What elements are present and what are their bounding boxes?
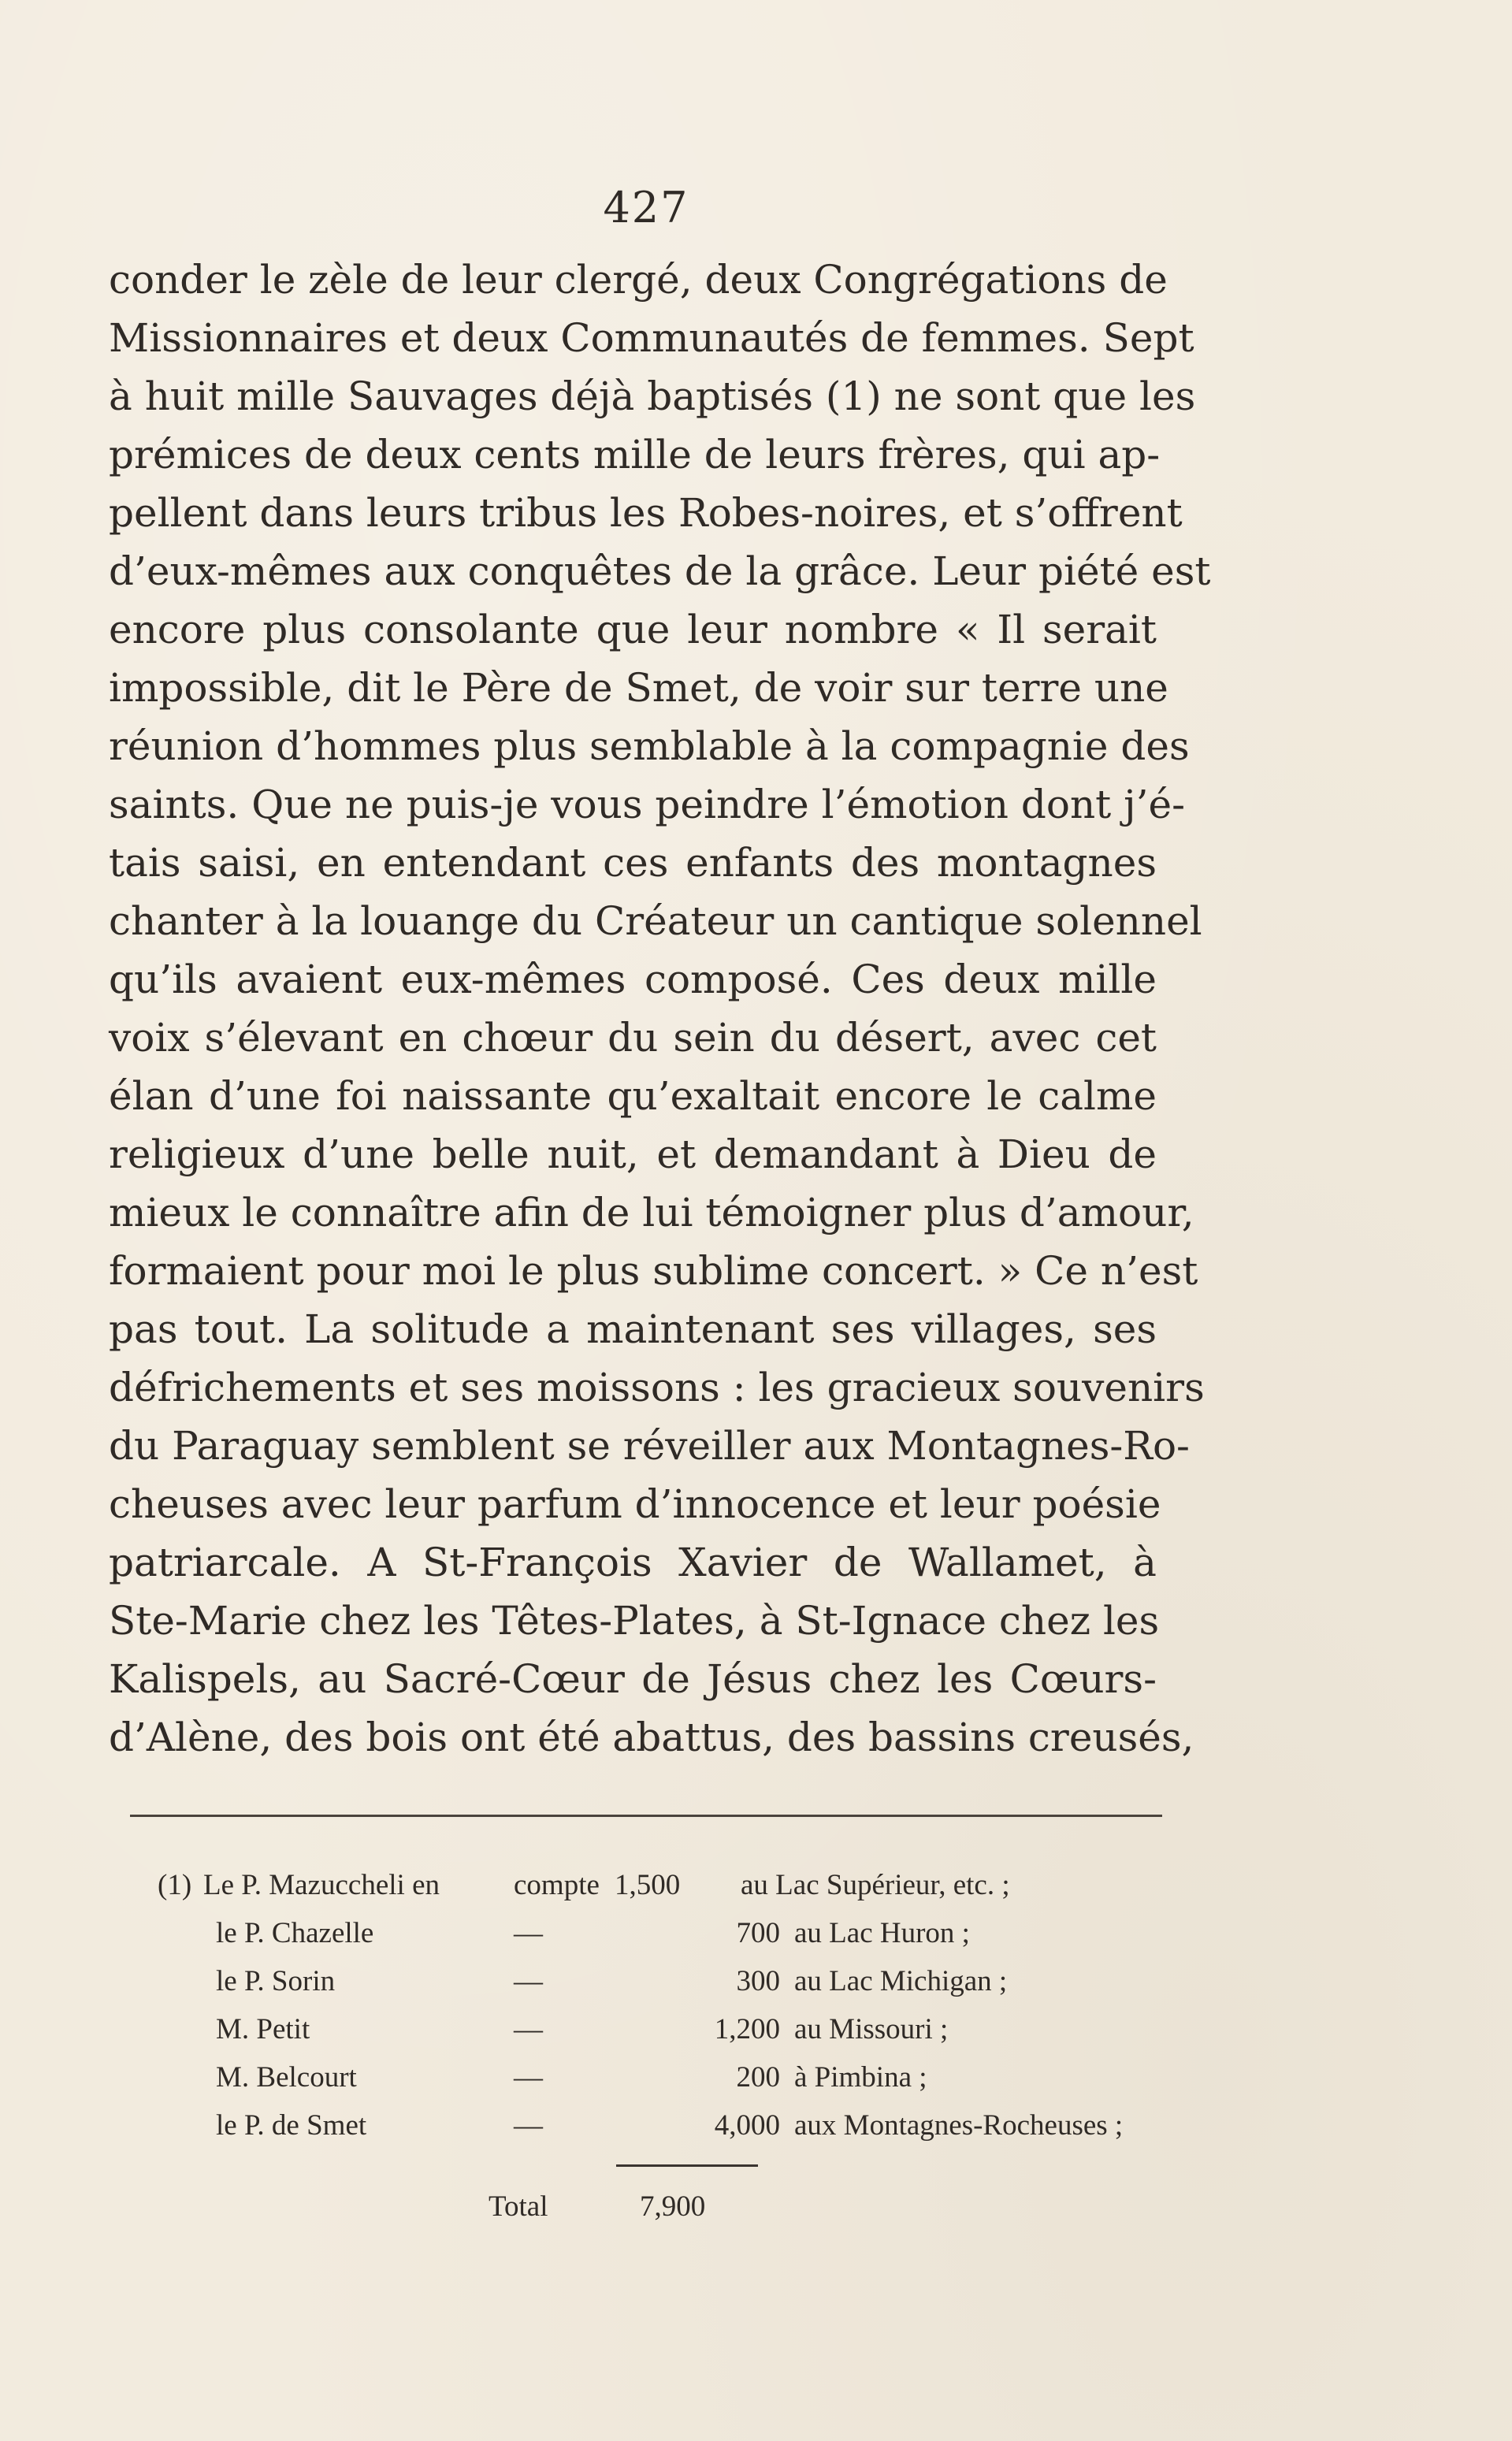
footnote-name: le P. Chazelle xyxy=(216,1917,374,1949)
footnote-dash: — xyxy=(514,2013,543,2045)
text-line: qu’ils avaient eux-mêmes composé. Ces deux mille xyxy=(109,957,1157,1002)
text-line: Ste-Marie chez les Têtes-Plates, à St-Ignace chez les xyxy=(109,1598,1160,1644)
text-line: élan d’une foi naissante qu’exaltait encore le calme xyxy=(109,1073,1157,1119)
footnote-total-row xyxy=(158,2183,867,2231)
total-label: Total xyxy=(489,2190,548,2223)
text-line: impossible, dit le Père de Smet, de voir sur terre une xyxy=(109,665,1168,711)
text-line: patriarcale. A St-François Xavier de Wallamet, à xyxy=(109,1540,1157,1585)
text-line: tais saisi, en entendant ces enfants des montagnes xyxy=(109,840,1157,886)
footnote-name: M. Belcourt xyxy=(216,2061,357,2094)
footnote-verb: compte xyxy=(514,1869,600,1901)
footnote-place: au Missouri ; xyxy=(794,2013,949,2045)
footnote-dash: — xyxy=(514,1917,543,1949)
footnote-row xyxy=(158,1909,1182,1957)
page-number: 427 xyxy=(603,183,689,232)
footnote-count: 700 xyxy=(736,1917,780,1949)
footnote xyxy=(158,1861,1182,2149)
total-value: 7,900 xyxy=(640,2190,706,2223)
footnote-row xyxy=(158,2101,1182,2149)
text-line: saints. Que ne puis-je vous peindre l’émotion dont j’é- xyxy=(109,782,1186,827)
footnote-row xyxy=(158,1957,1182,2005)
text-line: conder le zèle de leur clergé, deux Congrégations de xyxy=(109,257,1168,303)
footnote-name: le P. de Smet xyxy=(216,2109,367,2142)
text-line: mieux le connaître afin de lui témoigner plus d’amour, xyxy=(109,1190,1194,1235)
footnote-dash: — xyxy=(514,1965,543,1997)
body-text xyxy=(109,251,1211,1767)
footnote-place: au Lac Michigan ; xyxy=(794,1965,1008,1997)
footnote-place: à Pimbina ; xyxy=(794,2061,927,2094)
footnote-marker: (1) xyxy=(158,1869,192,1901)
footnote-separator xyxy=(130,1815,1162,1817)
footnote-count: 1,200 xyxy=(714,2013,780,2045)
footnote-count: 200 xyxy=(736,2061,780,2094)
text-line: cheuses avec leur parfum d’innocence et leur poésie xyxy=(109,1481,1161,1527)
footnote-name: M. Petit xyxy=(216,2013,310,2045)
footnote-place: au Lac Supérieur, etc. ; xyxy=(741,1869,1010,1901)
footnote-place: aux Montagnes-Rocheuses ; xyxy=(794,2109,1124,2142)
text-line: Missionnaires et deux Communautés de femmes. Sept xyxy=(109,315,1194,361)
footnote-count: 300 xyxy=(736,1965,780,1997)
text-line: du Paraguay semblent se réveiller aux Montagnes-Ro- xyxy=(109,1423,1190,1469)
footnote-row xyxy=(158,1861,1182,1909)
text-line: chanter à la louange du Créateur un cantique solennel xyxy=(109,898,1202,944)
footnote-name: Le P. Mazuccheli en xyxy=(203,1869,440,1901)
text-line: d’eux-mêmes aux conquêtes de la grâce. Leur piété est xyxy=(109,548,1211,594)
footnote-count: 4,000 xyxy=(714,2109,780,2142)
footnote-dash: — xyxy=(514,2061,543,2094)
footnote-name: le P. Sorin xyxy=(216,1965,336,1997)
text-line: réunion d’hommes plus semblable à la compagnie des xyxy=(109,723,1190,769)
text-line: pellent dans leurs tribus les Robes-noires, et s’offrent xyxy=(109,490,1183,536)
text-line: pas tout. La solitude a maintenant ses villages, ses xyxy=(109,1306,1157,1352)
footnote-place: au Lac Huron ; xyxy=(794,1917,970,1949)
text-line: à huit mille Sauvages déjà baptisés (1) ne sont que les xyxy=(109,373,1196,419)
footnote-dash: — xyxy=(514,2109,543,2142)
text-line: d’Alène, des bois ont été abattus, des bassins creusés, xyxy=(109,1715,1194,1760)
text-line: encore plus consolante que leur nombre « Il serait xyxy=(109,607,1157,652)
footnote-row xyxy=(158,2005,1182,2053)
footnote-count: 1,500 xyxy=(615,1869,681,1901)
text-line: religieux d’une belle nuit, et demandant à Dieu de xyxy=(109,1131,1157,1177)
sum-rule xyxy=(616,2164,758,2167)
footnote-row xyxy=(158,2053,1182,2101)
text-line: formaient pour moi le plus sublime concert. » Ce n’est xyxy=(109,1248,1198,1294)
text-line: prémices de deux cents mille de leurs frères, qui ap- xyxy=(109,432,1161,477)
text-line: défrichements et ses moissons : les gracieux souvenirs xyxy=(109,1365,1205,1410)
text-line: voix s’élevant en chœur du sein du désert, avec cet xyxy=(109,1015,1157,1061)
text-line: Kalispels, au Sacré-Cœur de Jésus chez les Cœurs- xyxy=(109,1656,1157,1702)
